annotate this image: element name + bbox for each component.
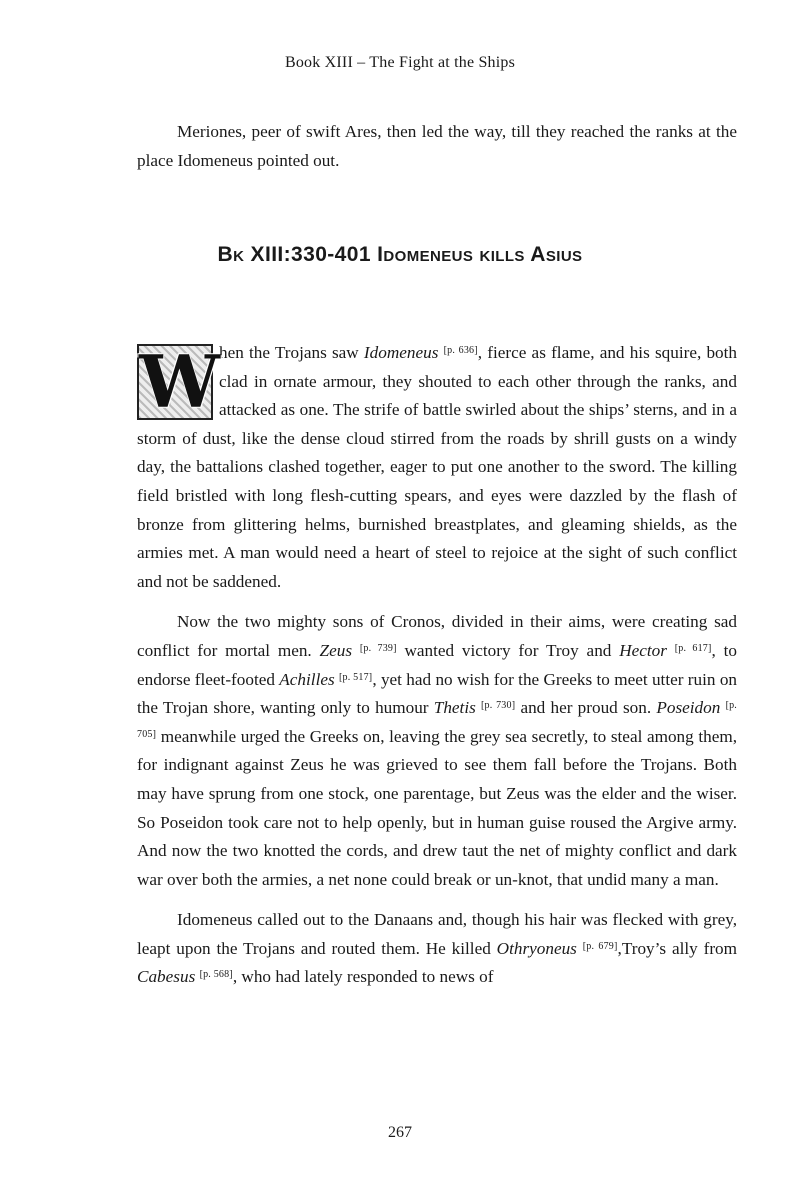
page-ref-thetis: [p. 730] (481, 700, 516, 712)
p2-text-1: Now the two mighty sons of Cronos, divided in their aims, were creating sad conflict for mortal men. (137, 612, 737, 660)
page-ref-othryoneus: [p. 679] (582, 940, 618, 952)
paragraph-3 (137, 906, 737, 992)
intro-paragraph: Meriones, peer of swift Ares, then led the way, till they reached the ranks at the place Idomeneus pointed out. (137, 122, 737, 170)
name-hector: Hector (619, 640, 667, 660)
p2-text-3: , to endorse fleet-footed (137, 640, 738, 689)
p3-text-1: Idomeneus called out to the Danaans and, though his hair was flecked with grey, leapt upon the Trojans and routed them. He killed (137, 910, 737, 958)
page-number: 267 (388, 1124, 412, 1141)
p1-text-2: , fierce as flame, and his squire, both clad in ornate armour, they shouted to each other through the ranks, and attacked as one. The strife of battle swirled about the ships’ sterns, and in a storm of dust, like the dense cloud stirred from the roads by shrill gusts on a windy day, the battalions clashed together, eager to put one another to the sword. The killing field bristled with long flesh-cutting spears, and eyes were dazzled by the flash of bronze from glittering helms, burnished breastplates, and gleaming shields, as the armies met. A man would need a heart of steel to rejoice at the sight of such conflict and not be saddened. (137, 343, 738, 591)
page-ref-zeus: [p. 739] (359, 642, 397, 654)
p2-text-6: meanwhile urged the Greeks on, leaving the grey sea secretly, to steal among them, for indignant against Zeus he was grieved to see them fall before the Trojans. Both may have sprung from one stock, one parentage, but Zeus was the elder and the wiser. So Poseidon took care not to help openly, but in human guise roused the Argive army. And now the two knotted the cords, and drew taut the net of mighty conflict and dark war over both the armies, a net none could break or un-knot, that undid many a man. (137, 726, 737, 889)
page-ref-cabesus: [p. 568] (199, 969, 233, 981)
dropcap-letter: W (139, 339, 220, 424)
main-text (137, 339, 737, 992)
page-ref-achilles: [p. 517] (339, 671, 373, 683)
p2-text-4: , yet had no wish for the Greeks to meet utter ruin on the Trojan shore, wanting only to humour (137, 669, 738, 718)
paragraph-1 (137, 339, 737, 596)
name-achilles: Achilles (279, 669, 335, 689)
name-idomeneus: Idomeneus (363, 343, 439, 362)
name-cabesus: Cabesus (137, 967, 196, 987)
p2-text-2: wanted victory for Troy and (396, 640, 620, 660)
p1-text-1: hen the Trojans saw (219, 343, 364, 362)
name-zeus: Zeus (319, 640, 353, 660)
page-ref-hector: [p. 617] (674, 642, 712, 654)
name-othryoneus: Othryoneus (496, 938, 577, 958)
paragraph-2 (137, 608, 737, 894)
name-thetis: Thetis (433, 698, 476, 718)
p3-text-2: ,Troy’s ally from (617, 938, 738, 958)
page-ref-idomeneus: [p. 636] (443, 345, 478, 356)
decorated-dropcap-icon (137, 339, 220, 424)
name-poseidon: Poseidon (656, 698, 721, 718)
page-ref-poseidon: [p. 705] (137, 700, 738, 740)
p2-text-5: and her proud son. (515, 698, 657, 718)
p3-text-3: , who had lately responded to news of (232, 967, 494, 987)
running-head: Book XIII – The Fight at the Ships (284, 54, 516, 71)
intro-paragraph-block (137, 118, 737, 175)
section-heading: Bk XIII:330-401 Idomeneus kills Asius (217, 243, 583, 266)
